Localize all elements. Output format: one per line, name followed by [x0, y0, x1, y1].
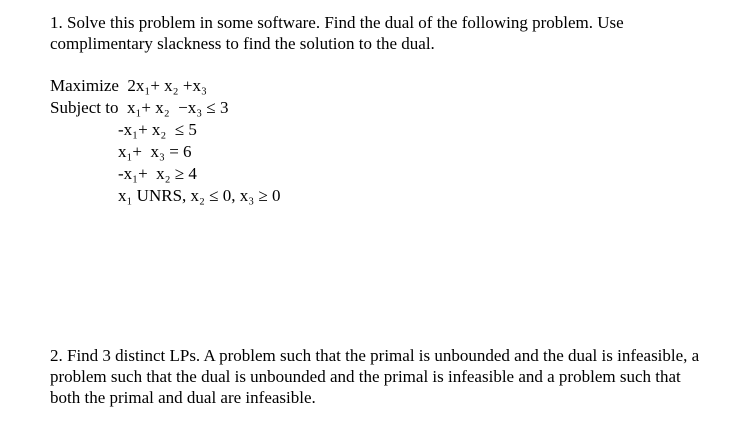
- constraint-3: x₁+ x₃ = 6: [118, 142, 192, 161]
- subject-to-line: [50, 97, 281, 119]
- sign-restrictions: x₁ UNRS, x₂ ≤ 0, x₃ ≥ 0: [118, 186, 281, 205]
- constraint-4: -x₁+ x₂ ≥ 4: [118, 164, 197, 183]
- problem-2-text: 2. Find 3 distinct LPs. A problem such that the primal is unbounded and the dual is infeasible, a problem such that the dual is unbounded and the primal is infeasible and a problem such that both the primal and dual are infeasible.: [50, 346, 700, 407]
- objective-line: [50, 75, 281, 97]
- subject-to-label: Subject to: [50, 98, 119, 117]
- objective-function: 2x₁+ x₂ +x₃: [127, 76, 207, 95]
- constraint-1: x₁+ x₂ −x₃ ≤ 3: [126, 98, 229, 117]
- problem-1-text: 1. Solve this problem in some software. Find the dual of the following problem. Use complimentary slackness to find the solution to the dual.: [50, 13, 624, 53]
- objective-label: Maximize: [50, 76, 119, 95]
- constraint-2: -x₁+ x₂ ≤ 5: [118, 120, 197, 139]
- linear-program: [50, 75, 281, 207]
